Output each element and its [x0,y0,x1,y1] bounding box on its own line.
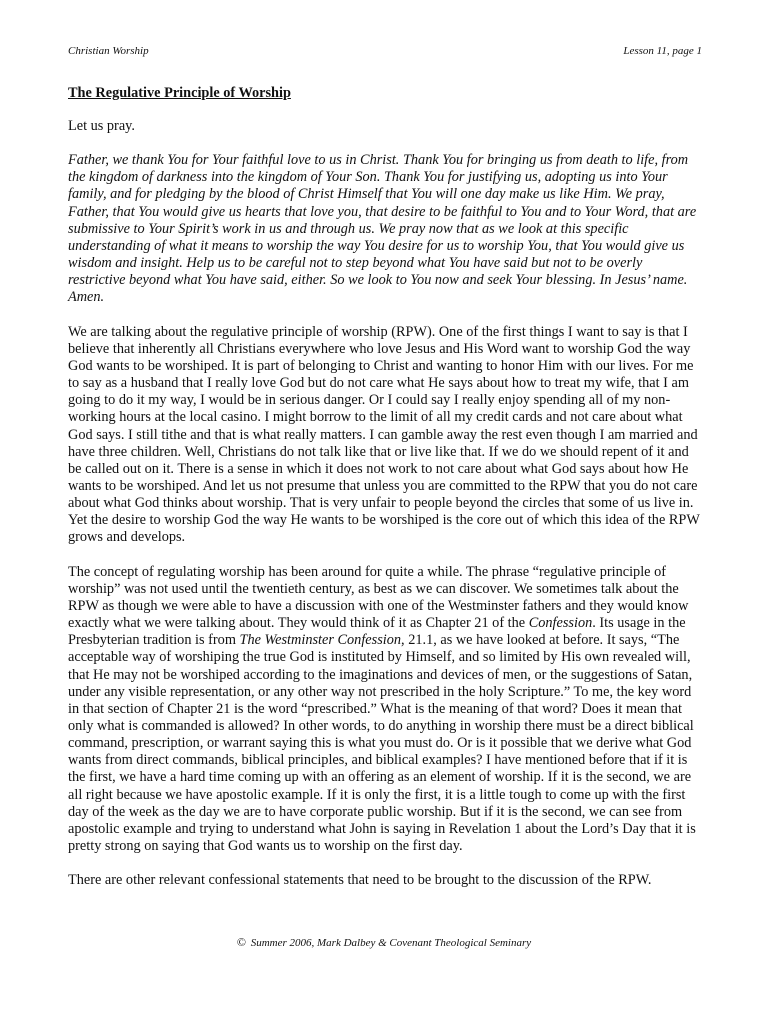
prayer-paragraph: Father, we thank You for Your faithful love to us in Christ. Thank You for bringing us from death to life, from the kingdom of darkness into the kingdom of Your Son. Thank You for justifying us, adopting us into Your family, and for pledging by the blood of Christ Himself that You will one day make us like Him. We pray, Father, that You would give us hearts that love you, that desire to be faithful to You and to Your Word, that are submissive to Your Spirit’s work in us and through us. We pray now that as we look at this specific understanding of what it means to worship the way You desire for us to worship You, that You would give us wisdom and insight. Help us to be careful not to step beyond what You have said but not to be overly restrictive beyond what You have said, either. So we look to You now and seek Your blessing. In Jesus’ name. Amen. [68,152,697,306]
copyright-text: Summer 2006, Mark Dalbey & Covenant Theological Seminary [250,937,532,949]
paragraph-2-text-a: The concept of regulating worship has been around for quite a while. The phrase “regulative principle of worship” was not used until the twentieth century, as best as we can discover. We sometimes talk about the RPW as though we were able to have a discussion with one of the Westminster fathers and they would know exactly what we were talking about. They would think of it as Chapter 21 of the [68,563,689,632]
lesson-title: The Regulative Principle of Worship [68,85,291,101]
body-paragraph-3: There are other relevant confessional statements that need to be brought to the discussion of the RPW. [68,872,652,889]
body-paragraph-2 [68,564,702,856]
page-number-label: Lesson 11, page 1 [623,45,702,57]
westminster-confession-title: The Westminster Confession [239,632,402,649]
running-header [68,44,702,58]
body-paragraph-1: We are talking about the regulative principle of worship (RPW). One of the first things I want to say is that I believe that inherently all Christians everywhere who love Jesus and His Word want to worship God the way God wants to be worshiped. It is part of belonging to Christ and wanting to honor Him with our lives. For me to say as a husband that I really love God but do not care what He says about how to treat my wife, that I am going to do it my way, I would be in serious danger. Or I could say I really enjoy spending all of my non-working hours at the local casino. I might borrow to the limit of all my credit cards and not care about what God says. I still tithe and that is what really matters. I can gamble away the rest even though I am married and have three children. Well, Christians do not talk like that or live like that. If we do we should repent of it and be called out on it. There is a sense in which it does not work to not care about what God says about how He wants to be worshiped. And let us not presume that unless you are committed to the RPW that you do not care about what God thinks about worship. That is very unfair to people beyond the circles that some of us live in. Yet the desire to worship God the way He wants to be worshiped is the core out of which this idea of the RPW grows and develops. [68,323,700,546]
document-body [68,84,702,906]
paragraph-2-text-b: . Its usage in the Presbyterian tradition is from [68,615,686,649]
copyright-symbol: © [236,935,246,949]
paragraph-2-text-c: , 21.1, as we have looked at before. It says, “The acceptable way of worshiping the true God is instituted by Himself, and so limited by His own revealed will, that He may not be worshiped according to the imaginations and devices of men, or the suggestions of Satan, under any visible representation, or any other way not prescribed in the holy Scripture.” To me, the key word in that section of Chapter 21 is the word “prescribed.” What is the meaning of that word? Does it mean that only what is commanded is allowed? In other words, to do anything in worship there must be a direct biblical command, prescription, or warrant saying this is what you must do. Or is it possible that we derive what God wants from direct commands, biblical principles, and biblical examples? I have mentioned before that if it is the first, we have a hard time coming up with an offering as an element of worship. If it is the second, we are all right because we have apostolic example. If it is only the first, it is a little tough to come up with the first day of the week as the day we are to have corporate public worship. But if it is the second, we can see from apostolic example and trying to understand what John is saying in Revelation 1 about the Lord’s Day that it is pretty strong on saying that God wants us to worship on the first day. [68,632,696,855]
prayer-intro: Let us pray. [68,118,135,134]
copyright-footer [0,935,768,950]
course-title: Christian Worship [68,45,149,57]
confession-title: Confession [528,615,593,632]
